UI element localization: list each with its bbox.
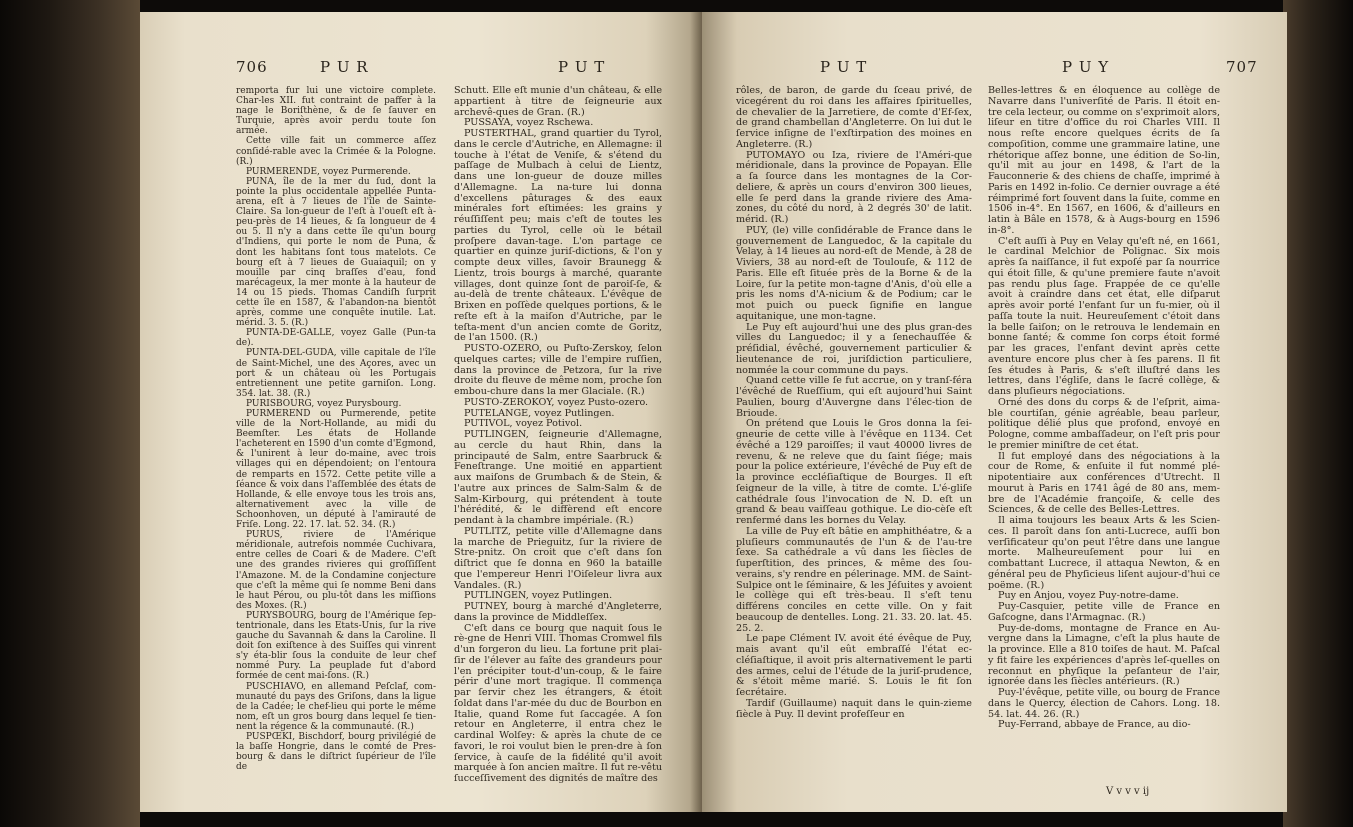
left-page-column-2: [454, 86, 662, 785]
article-paragraph: PUSTERTHAL, grand quartier du Tyrol, dans le cercle d'Autriche, en Allemagne: il touche à l'état de Veniſe, & s'étend du paſſage de Mulbach à celui de Lientz, dans une lon-gueur de douze milles d'Allemagne. La na-ture lui donna d'excellens pâturages & des eaux minérales fort eſtimées: les grains y réuſſiſſent peu; mais c'eſt de toutes les parties du Tyrol, celle où le bétail proſpere davan-tage. L'on partage ce quartier en quinze juriſ-dictions, & l'on y compte deux villes, ſavoir Braunegg & Lientz, trois bourgs à marché, quarante villages, dont quinze ſont de paroiſ-ſe, & au-delà de trente châteaux. L'évêque de Brixen en poſſède quelques portions, & le reſte eſt à la maiſon d'Autriche, par le teſta-ment d'un ancien comte de Goritz, de l'an 1500. (R.): [454, 128, 662, 344]
article-paragraph: Puy-l'évêque, petite ville, ou bourg de France dans le Quercy, élection de Cahors. Long. 18. 54. lat. 44. 26. (R.): [988, 687, 1220, 720]
article-paragraph: Tardif (Guillaume) naquit dans le quin-zieme ſiècle à Puy. Il devint profeſſeur en: [736, 697, 972, 720]
article-paragraph: PUSTO-OZERO, ou Puſto-Zerskoy, ſelon quelques cartes; ville de l'empire ruſſien, dans la province de Petzora, ſur la rive droite du fleuve de même nom, proche ſon embou-chure dans la mer Glaciale. (R.): [454, 343, 662, 397]
article-paragraph: Schutt. Elle eſt munie d'un château, & elle appartient à titre de ſeigneurie aux archevê-ques de Gran. (R.): [454, 85, 662, 118]
article-paragraph: PUNTA-DE-GALLE, voyez Galle (Pun-ta de).: [236, 328, 436, 349]
article-paragraph: Orné des dons du corps & de l'eſprit, aima-ble courtiſan, génie agréable, beau parleur, politique délié plus que profond, envoyé en Pologne, comme ambaſſadeur, on l'eſt pris pour le premier miniſtre de cet état.: [988, 396, 1220, 451]
right-page-edges: [1283, 0, 1353, 827]
signature-mark: V v v v ij: [1106, 786, 1150, 797]
right-head-word-1: P U T: [820, 58, 868, 76]
article-paragraph: PURISBOURG, voyez Purysbourg.: [246, 398, 402, 409]
article-paragraph: PUTNEY, bourg à marché d'Angleterre, dans la province de Middleſſex.: [454, 601, 662, 623]
article-paragraph: PUSTO-ZEROKOY, voyez Pusto-ozero.: [464, 396, 649, 408]
article-paragraph: C'eſt auſſi à Puy en Velay qu'eſt né, en 1661, le cardinal Melchior de Polignac. Six mois après ſa naiſſance, il fut expoſé par ſa nourrice qui étoit ſille, & qu'une premiere faute n'avoit pas rendu plus ſage. Frappée de ce qu'elle avoit à craindre dans cet état, elle diſparut après avoir porté l'enfant ſur un fu-mier, où il paſſa toute la nuit. Heureuſement c'étoit dans la belle ſaiſon; on le retrouva le lendemain en bonne ſanté; & comme ſon corps étoit formé par les graces, l'enfant devint après cette aventure encore plus cher à ſes parens. Il fit ſes études à Paris, & s'eſt illuſtré dans les lettres, dans l'égliſe, dans le ſacré collège, & dans pluſieurs négociations.: [988, 235, 1220, 397]
article-paragraph: Puy-Casquier, petite ville de France en Gaſcogne, dans l'Armagnac. (R.): [988, 601, 1220, 623]
article-paragraph: Puy-Ferrand, abbaye de France, au dio-: [998, 719, 1191, 731]
article-paragraph: PURMERENDE, voyez Purmerende.: [246, 166, 411, 177]
left-head-word-2: P U T: [558, 58, 606, 76]
article-paragraph: PURUS, riviere de l'Amérique méridionale, autrefois nommée Cuchivara, entre celles de Coari & de Madere. C'eſt une des grandes rivieres qui groſſiſſent l'Amazone. M. de la Condamine conjecture que c'eſt la même qui ſe nomme Beni dans le haut Pérou, ou plu-tôt dans les miſſions des Moxes. (R.): [236, 530, 436, 611]
right-page-number: 707: [1226, 58, 1258, 76]
article-paragraph: La ville de Puy eſt bâtie en amphithéatre, & a pluſieurs communautés de l'un & de l'au-tre ſexe. Sa cathédrale a vû dans les ſiècles de ſuperſtition, des princes, & même des ſou-verains, s'y rendre en pélerinage. MM. de Saint-Sulpice ont le ſéminaire, & les Jéſuites y avoient le collège qui eſt très-beau. Il s'eſt tenu différens conciles en cette ville. On y fait beaucoup de dentelles. Long. 21. 33. 20. lat. 45. 25. 2.: [736, 525, 972, 634]
article-paragraph: PURYSBOURG, bourg de l'Amérique ſep-tentrionale, dans les Etats-Unis, ſur la rive gauche du Savannah & dans la Caroline. Il doit ſon exiſtence à des Suiſſes qui vinrent s'y éta-blir ſous la conduite de leur chef nommé Pury. La peuplade fut d'abord formée de cent mai-ſons. (R.): [236, 610, 436, 682]
article-paragraph: rôles, de baron, de garde du ſceau privé, de vicegérent du roi dans les affaires ſpirituelles, de chevalier de la Jarretiere, de comte d'Ef-ſex, de grand chambellan d'Angleterre. On lui dut le ſervice inſigne de l'exſtirpation des moines en Angleterre. (R.): [736, 85, 972, 150]
article-paragraph: Puy-de-doms, montagne de France en Au-vergne dans la Limagne, c'eſt la plus haute de la province. Elle a 810 toiſes de haut. M. Paſcal y fit faire les expériences d'après leſ-quelles on reconnut en phyſique la peſanteur de l'air, ignorée dans les ſiècles antérieurs. (R.): [988, 622, 1220, 688]
article-paragraph: Il aima toujours les beaux Arts & les Scien-ces. Il paroît dans ſon anti-Lucrece, auſſi bon verſificateur qu'on peut l'être dans une langue morte. Malheureuſement pour lui en combattant Lucrece, il attaqua Newton, & en général peu de Phyſicieus liſent aujour-d'hui ce poëme. (R.): [988, 515, 1220, 591]
article-paragraph: Puy en Anjou, voyez Puy-notre-dame.: [998, 590, 1179, 602]
article-paragraph: PUTLINGEN, voyez Putlingen.: [464, 590, 613, 602]
article-paragraph: PUY, (le) ville conſidérable de France dans le gouvernement de Languedoc, & la capitale du Velay, à 14 lieues au nord-eſt de Mende, à 28 de Viviers, 38 au nord-eſt de Toulouſe, & 112 de Paris. Elle eſt ſituée près de la Borne & de la Loire, ſur la petite mon-tagne d'Anis, d'où elle a pris les noms d'A-nicium & de Podium; car le mot puich ou pueck ſignifie en langue aquitanique, une mon-tagne.: [736, 224, 972, 322]
right-page-column-2: [988, 86, 1220, 731]
article-paragraph: Cette ville fait un commerce aſſez conſidé-rable avec la Crimée & la Pologne. (R.): [236, 136, 436, 167]
article-paragraph: Belles-lettres & en éloquence au collège de Navarre dans l'univerſité de Paris. Il étoit en-tre cela lecteur, ou comme on s'exprimoit alors, liſeur en titre d'office du roi Charles VIII. Il nous reſte encore quelques écrits de ſa compoſition, comme une grammaire latine, une rhétorique aſſez bonne, une édition de So-lin, qu'il mit au jour en 1498, & l'art de la Fauconnerie & des chiens de chaſſe, imprimé à Paris en 1492 in-folio. Ce dernier ouvrage a été réimprimé fort ſouvent dans la ſuite, comme en 1506 in-4°. En 1567, en 1606, & d'ailleurs en latin à Bâle en 1578, & à Augs-bourg en 1596 in-8°.: [988, 85, 1221, 236]
left-page: [140, 12, 702, 812]
right-page: [702, 12, 1287, 812]
left-page-column-1: [236, 86, 436, 772]
right-page-column-1: [736, 86, 972, 720]
article-paragraph: Quand cette ville ſe fut accrue, on y tranſ-féra l'évêché de Rueſſium, qui eſt aujourd'hui Saint Paulien, bourg d'Auvergne dans l'élec-tion de Brioude.: [736, 375, 972, 419]
article-paragraph: PUNTA-DEL-GUDA, ville capitale de l'île de Saint-Michel, une des Açores, avec un port & un château où les Portugais entretiennent une petite garniſon. Long. 354. lat. 38. (R.): [236, 348, 436, 399]
article-paragraph: PUTIVOL, voyez Potivol.: [464, 418, 583, 430]
article-paragraph: C'eſt dans ce bourg que naquit ſous le rè-gne de Henri VIII. Thomas Cromwel fils d'un forgeron du lieu. La fortune prit plai-ſir de l'élever au faîte des grandeurs pour l'en précipiter tout-d'un-coup, & le faire périr d'une mort tragique. Il commença par ſervir chez les étrangers, & étoit ſoldat dans l'ar-mée du duc de Bourbon en Italie, quand Rome fut ſaccagée. A ſon retour en Angleterre, il entra chez le cardinal Wolſey: & après la chute de ce favori, le roi voulut bien le pren-dre à ſon ſervice, à cauſe de la fidélité qu'il avoit marquée à ſon ancien maître. Il fut re-vêtu ſucceſſivement des dignités de maître des: [454, 622, 662, 784]
article-paragraph: PUSSAYA, voyez Rschewa.: [464, 117, 594, 129]
article-paragraph: Il fut employé dans des négociations à la cour de Rome, & enſuite il fut nommé plé-nipotentiaire aux conférences d'Utrecht. Il mourut à Paris en 1741 âgé de 80 ans, mem-bre de l'Académie françoiſe, & celle des Sciences, & de celle des Belles-Lettres.: [988, 450, 1220, 516]
right-head-word-2: P U Y: [1062, 58, 1110, 76]
article-paragraph: PUSCHIAVO, en allemand Peſclaf, com-munauté du pays des Griſons, dans la ligue de la Cadée; le chef-lieu qui porte le même nom, eſt un gros bourg dans lequel ſe tien-nent la régence & la communauté. (R.): [236, 681, 436, 732]
article-paragraph: PUTELANGE, voyez Putlingen.: [464, 407, 615, 419]
article-paragraph: PURMEREND ou Purmerende, petite ville de la Nort-Hollande, au midi du Beemſter. Les états de Hollande l'acheterent en 1590 d'un comte d'Egmond, & l'unirent à leur do-maine, avec trois villages qui en dépendoient; on l'entoura de remparts en 1572. Cette petite ville a ſéance & voix dans l'aſſemblée des états de Hollande, & elle envoye tous les trois ans, alternativement avec la ville de Schoonhoven, un député à l'amirauté de Friſe. Long. 22. 17. lat. 52. 34. (R.): [236, 409, 436, 531]
article-paragraph: PUSPŒKI, Bischdorf, bourg privilégié de la baſſe Hongrie, dans le comté de Pres-bourg & dans le diſtrict ſupérieur de l'île de: [236, 732, 436, 773]
left-page-edges: [0, 0, 140, 827]
article-paragraph: PUTLITZ, petite ville d'Allemagne dans la marche de Prieguitz, ſur la riviere de Stre-pnitz. On croit que c'eſt dans ſon diſtrict que ſe donna en 960 la bataille que l'empereur Henri l'Oiſeleur livra aux Vandales. (R.): [454, 525, 662, 591]
left-page-number: 706: [236, 58, 268, 76]
article-paragraph: remporta fur lui une victoire complete. Char-les XII. fut contraint de paffer à la nage le Boriſthène, & de ſe ſauver en Turquie, après avoir perdu toute ſon armée.: [236, 86, 436, 137]
article-paragraph: On prétend que Louis le Gros donna la ſei-gneurie de cette ville à l'évêque en 1134. Cet évêché a 129 paroiſſes; il vaut 40000 livres de revenu, & ne releve que du ſaint ſiége; mais pour la police extérieure, l'évêché de Puy eſt de la province eccléſiaſtique de Bourges. Il eſt ſeigneur de la ville, à titre de comte. L'é-gliſe cathédrale ſous l'invocation de N. D. eſt un grand & beau vaiſſeau gothique. Le dio-cèſe eſt renfermé dans les bornes du Velay.: [736, 418, 972, 526]
article-paragraph: Le pape Clément IV. avoit été évêque de Puy, mais avant qu'il eût embraſſé l'état ec-cléſiaſtique, il avoit pris alternativement le parti des armes, celui de l'étude de la juriſ-prudence, & s'étoit même marié. S. Louis le fit ſon ſecrétaire.: [736, 633, 972, 698]
left-head-word-1: P U R: [320, 58, 369, 76]
article-paragraph: Le Puy eſt aujourd'hui une des plus gran-des villes du Languedoc; il y a ſenechauſſée & préſidial, évêché, gouvernement particulier & lieutenance de roi, juriſdiction particuliere, nommée la cour commune du pays.: [736, 321, 972, 376]
article-paragraph: PUNA, île de la mer du ſud, dont la pointe la plus occidentale appellée Punta-arena, eſt à 7 lieues de l'île de Sainte-Claire. Sa lon-gueur de l'eſt à l'oueſt eſt à-peu-près de 14 lieues, & ſa longueur de 4 ou 5. Il n'y a dans cette île qu'un bourg d'Indiens, qui porte le nom de Puna, & dont les habitans ſont tous matelots. Ce bourg eſt à 7 lieues de Guaiaquil; on y mouille par cinq braſſes d'eau, fond marécageux, la mer monte à la hauteur de 14 ou 15 pieds. Thomas Candiſh ſurprit cette île en 1587, & l'abandon-na bientôt après, comme une conquête inutile. Lat. mérid. 3. 5. (R.): [236, 176, 436, 329]
article-paragraph: PUTLINGEN, ſeigneurie d'Allemagne, au cercle du haut Rhin, dans la principauté de Salm, entre Saarbruck & Feneſtrange. Une moitié en appartient aux maiſons de Grumbach & de Stein, & l'autre aux princes de Salm-Salm & de Salm-Kirbourg, qui prétendent à toute l'hérédité, & le diffèrend eſt encore pendant à la chambre impériale. (R.): [454, 429, 662, 526]
article-paragraph: PUTOMAYO ou Iza, riviere de l'Améri-que méridionale, dans la province de Popayan. Elle a ſa ſource dans les montagnes de la Cor-deliere, & après un cours d'environ 300 lieues, elle ſe perd dans la grande riviere des Ama-zones, du côté du nord, à 2 degrés 30' de latit. mérid. (R.): [736, 149, 972, 225]
